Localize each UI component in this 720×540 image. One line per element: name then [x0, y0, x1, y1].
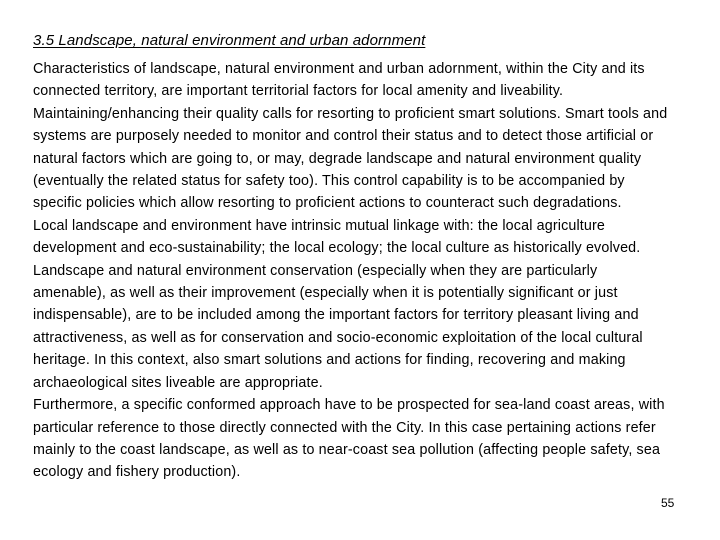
body-text — [33, 58, 673, 484]
page-number: 55 — [661, 496, 675, 510]
section-heading: 3.5 Landscape, natural environment and urban adornment — [33, 32, 426, 49]
paragraph-landscape-characteristics: Characteristics of landscape, natural environment and urban adornment, within the City and its connected territory, are important territorial factors for local amenity and liveability. Maintaining/enhancing their quality calls for resorting to proficient smart solutions. Smart tools and systems are purposely needed to monitor and control their status and to detect those artificial or natural factors which are going to, or may, degrade landscape and natural environment quality (eventually the related status for safety too). This control capability is to be accompanied by specific policies which allow resorting to proficient actions to counteract such degradations. — [33, 61, 668, 212]
paragraph-sea-land-coast: Furthermore, a specific conformed approach have to be prospected for sea-land coast areas, with particular reference to those directly connected with the City. In this case pertaining actions refer mainly to the coast landscape, as well as to near-coast sea pollution (affecting people safety, sea ecology and fishery production). — [33, 397, 665, 481]
paragraph-landscape-environment-linkage: Local landscape and environment have intrinsic mutual linkage with: the local agriculture development and eco-sustainability; the local ecology; the local culture as historically evolved. Landscape and natural environment conservation (especially when they are particularly amenable), as well as their improvement (especially when it is potentially significant or just indispensable), are to be included among the important factors for territory pleasant living and attractiveness, as well as for conservation and socio-economic exploitation of the local cultural heritage. In this context, also smart solutions and actions for finding, recovering and making archaeological sites liveable are appropriate. — [33, 217, 643, 391]
